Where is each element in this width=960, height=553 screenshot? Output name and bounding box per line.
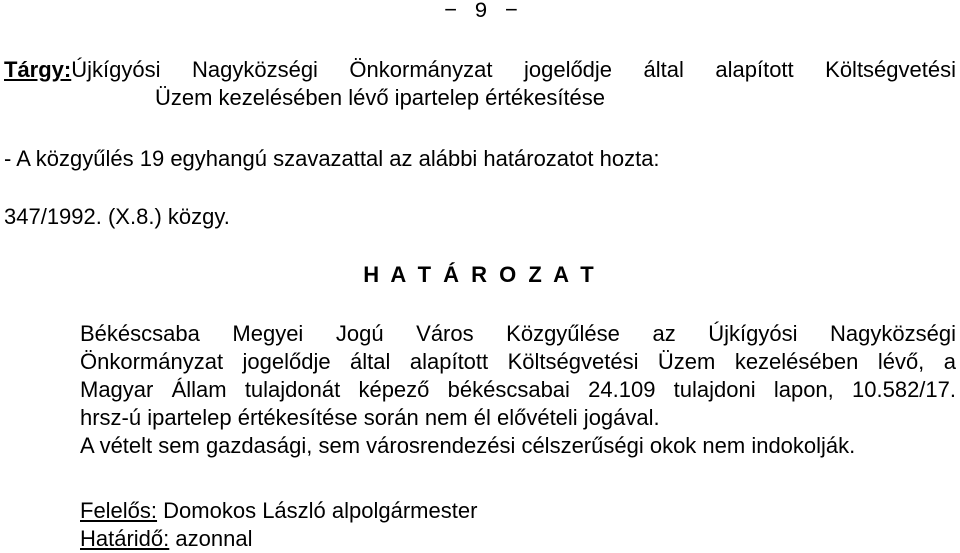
body-line: hrsz-ú ipartelep értékesítése során nem él elővételi jogával. (80, 405, 660, 430)
subject-word: jogelődje (523, 57, 613, 82)
resolution-body (80, 320, 956, 460)
deadline-label: Határidő: (80, 526, 170, 551)
deadline-value: azonnal (169, 526, 253, 551)
footer-block (80, 497, 477, 553)
body-line: Magyar Állam tulajdonát képező békéscsabai 24.109 tulajdoni lapon, 10.582/17. (80, 377, 956, 402)
subject-label: Tárgy: (4, 57, 72, 82)
body-line: Békéscsaba Megyei Jogú Város Közgyűlése az Újkígyósi Nagyközségi (80, 321, 956, 346)
body-line: A vételt sem gazdasági, sem városrendezési célszerűségi okok nem indokolják. (80, 433, 856, 458)
resolution-heading: H A T Á R O Z A T (363, 262, 597, 287)
subject-word: Költségvetési (825, 57, 956, 82)
deadline-row (80, 525, 477, 553)
resolution-number: 347/1992. (X.8.) közgy. (4, 204, 230, 229)
subject-word: Újkígyósi (71, 57, 161, 82)
subject-label-with-first-word (4, 56, 161, 84)
subject-word: alapított (715, 57, 794, 82)
subject-line-1 (4, 56, 956, 84)
subject-word: által (643, 57, 684, 82)
vote-line: - A közgyűlés 19 egyhangú szavazattal az alábbi határozatot hozta: (4, 146, 660, 171)
body-line: Önkormányzat jogelődje által alapított Költségvetési Üzem kezelésében lévő, a (80, 349, 956, 374)
subject-block (4, 56, 956, 112)
responsible-row (80, 497, 477, 525)
responsible-value: Domokos László alpolgármester (157, 498, 478, 523)
page-number: − 9 − (444, 0, 521, 24)
responsible-label: Felelős: (80, 498, 158, 523)
subject-word: Önkormányzat (349, 57, 493, 82)
subject-line-2: Üzem kezelésében lévő ipartelep értékesítése (155, 85, 606, 110)
subject-word: Nagyközségi (191, 57, 318, 82)
